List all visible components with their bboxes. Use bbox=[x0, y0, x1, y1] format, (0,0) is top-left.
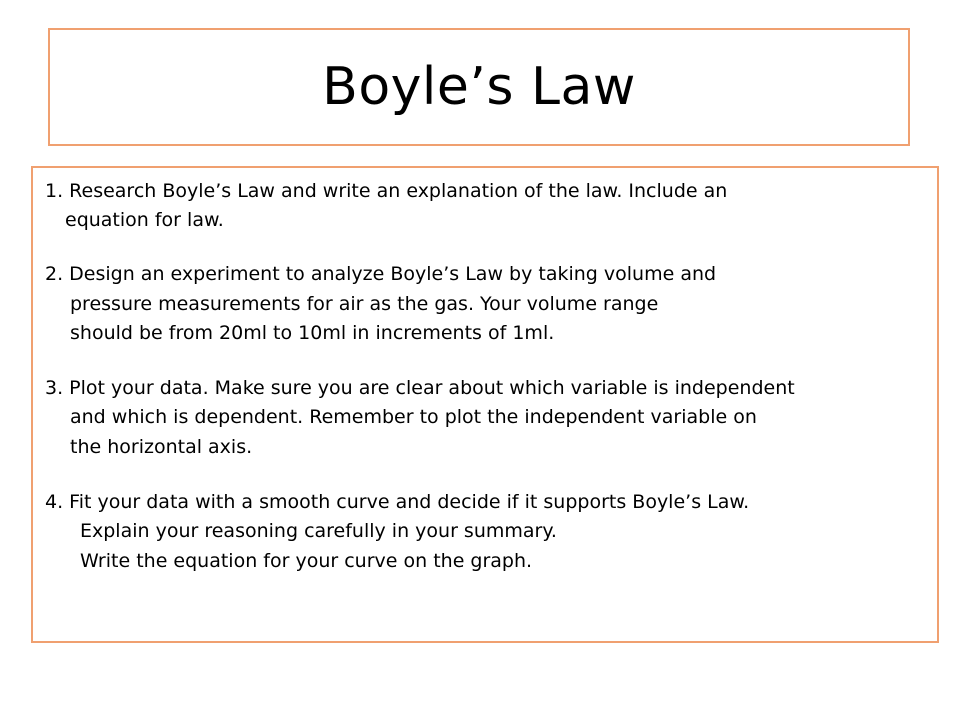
instruction-2-line-3: should be from 20ml to 10ml in increments of 1ml. bbox=[70, 322, 555, 344]
title-box bbox=[48, 28, 910, 146]
instruction-3-line-3: the horizontal axis. bbox=[70, 436, 253, 458]
instruction-3-line-2: and which is dependent. Remember to plot the independent variable on bbox=[70, 406, 757, 428]
instruction-2-line-1: 2. Design an experiment to analyze Boyle’s Law by taking volume and bbox=[45, 263, 717, 285]
instruction-4-line-3: Write the equation for your curve on the graph. bbox=[80, 550, 533, 572]
instruction-4-line-2: Explain your reasoning carefully in your summary. bbox=[80, 520, 557, 542]
instruction-1-line-2: equation for law. bbox=[65, 209, 224, 231]
instruction-4-line-1: 4. Fit your data with a smooth curve and decide if it supports Boyle’s Law. bbox=[45, 491, 750, 513]
instruction-3-line-1: 3. Plot your data. Make sure you are clear about which variable is independent bbox=[45, 377, 795, 399]
instruction-1-line-1: 1. Research Boyle’s Law and write an explanation of the law. Include an bbox=[45, 180, 728, 202]
slide-title: Boyle’s Law bbox=[322, 57, 636, 117]
instructions-box bbox=[31, 166, 939, 643]
instruction-2-line-2: pressure measurements for air as the gas. Your volume range bbox=[70, 293, 659, 315]
